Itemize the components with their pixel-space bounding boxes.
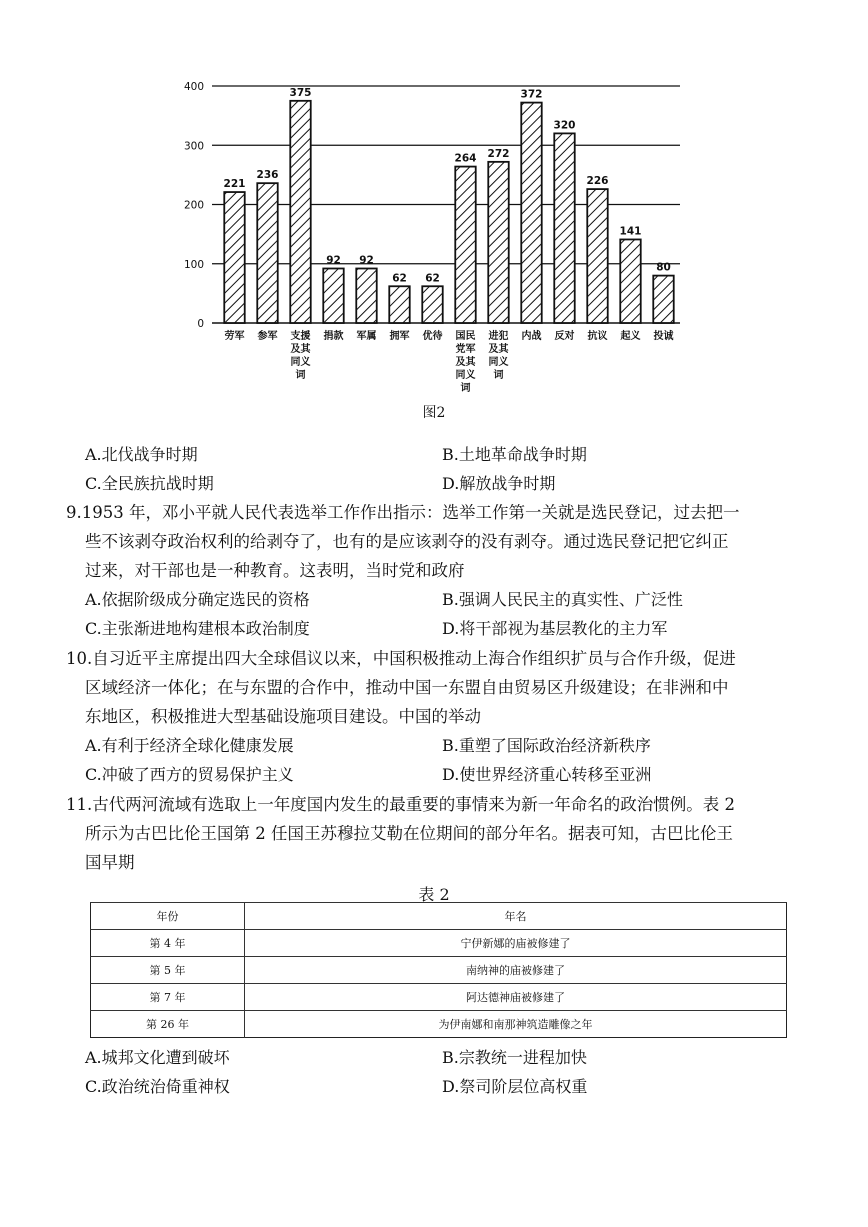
x-tick-label: 军属 <box>356 331 377 342</box>
q11-stem-line-2: 所示为古巴比伦王国第 2 任国王苏穆拉艾勒在位期间的部分年名。据表可知，古巴比伦王 <box>85 824 733 843</box>
table2 <box>90 902 787 1038</box>
x-tick-label: 支援及其同义词 <box>290 331 311 381</box>
q9-option-c[interactable]: C.主张渐进地构建根本政治制度 <box>85 619 310 638</box>
table-cell-year: 第 4 年 <box>91 930 245 957</box>
x-tick-label: 国民党军及其同义词 <box>455 331 476 394</box>
q9-stem-line-1: 9.1953 年，邓小平就人民代表选举工作作出指示：选举工作第一关就是选民登记，过去把一 <box>66 503 740 522</box>
q10-option-a[interactable]: A.有利于经济全球化健康发展 <box>85 736 294 755</box>
q9-option-b[interactable]: B.强调人民民主的真实性、广泛性 <box>442 590 683 609</box>
q11-stem-line-3: 国早期 <box>85 853 135 872</box>
q8-option-a[interactable]: A.北伐战争时期 <box>85 445 198 464</box>
y-tick-label: 300 <box>183 140 204 153</box>
table-header-year: 年份 <box>91 903 245 930</box>
table2-title: 表 2 <box>418 885 450 904</box>
bar <box>257 183 277 323</box>
bar <box>554 133 574 323</box>
x-tick-label: 参军 <box>257 331 278 342</box>
x-tick-label: 劳军 <box>224 331 245 342</box>
x-tick-label: 进犯及其同义词 <box>488 331 509 381</box>
q9-option-a[interactable]: A.依据阶级成分确定选民的资格 <box>85 590 310 609</box>
bar-value-label: 375 <box>289 86 312 99</box>
y-tick-label: 100 <box>183 258 204 271</box>
bar <box>422 286 442 323</box>
bar-value-label: 236 <box>256 169 279 182</box>
table-cell-year-name: 南纳神的庙被修建了 <box>245 957 787 984</box>
table-cell-year-name: 宁伊新娜的庙被修建了 <box>245 930 787 957</box>
x-tick-label: 优待 <box>422 331 443 342</box>
x-tick-label: 投诚 <box>653 331 674 342</box>
figure2-caption: 图2 <box>422 405 446 421</box>
table-cell-year-name: 阿达德神庙被修建了 <box>245 984 787 1011</box>
table-cell-year: 第 26 年 <box>91 1011 245 1038</box>
y-tick-label: 400 <box>183 81 204 93</box>
q9-stem-line-3: 过来，对干部也是一种教育。这表明，当时党和政府 <box>85 561 465 580</box>
bar-value-label: 141 <box>619 225 642 238</box>
q11-option-b[interactable]: B.宗教统一进程加快 <box>442 1048 587 1067</box>
bar <box>587 189 607 323</box>
table-header-year-name: 年名 <box>245 903 787 930</box>
bar <box>488 162 508 323</box>
table-row <box>91 984 787 1011</box>
bar-value-label: 221 <box>223 178 246 191</box>
bar-value-label: 264 <box>454 152 477 165</box>
q8-option-b[interactable]: B.土地革命战争时期 <box>442 445 587 464</box>
table-row <box>91 957 787 984</box>
q10-option-d[interactable]: D.使世界经济重心转移至亚洲 <box>442 765 652 784</box>
q11-option-c[interactable]: C.政治统治倚重神权 <box>85 1077 230 1096</box>
x-tick-label: 内战 <box>521 331 542 342</box>
x-tick-label: 起义 <box>620 331 641 342</box>
q10-option-c[interactable]: C.冲破了西方的贸易保护主义 <box>85 765 294 784</box>
q10-stem-line-3: 东地区，积极推进大型基础设施项目建设。中国的举动 <box>85 707 481 726</box>
q10-stem-line-2: 区域经济一体化；在与东盟的合作中，推动中国一东盟自由贸易区升级建设；在非洲和中 <box>85 678 729 697</box>
bar-value-label: 80 <box>656 261 671 274</box>
x-tick-label: 抗议 <box>587 331 608 342</box>
bar-value-label: 372 <box>520 88 543 101</box>
figure2-bar-chart <box>170 70 690 400</box>
bar <box>455 167 475 323</box>
table-header-row <box>91 903 787 930</box>
bar <box>620 239 640 323</box>
bar <box>356 268 376 323</box>
q9-stem-line-2: 些不该剥夺政治权利的给剥夺了，也有的是应该剥夺的没有剥夺。通过选民登记把它纠正 <box>85 532 729 551</box>
q8-option-c[interactable]: C.全民族抗战时期 <box>85 474 214 493</box>
bar <box>521 103 541 323</box>
bar <box>224 192 244 323</box>
x-tick-label: 拥军 <box>389 331 410 342</box>
bar-value-label: 62 <box>392 272 407 285</box>
bar-value-label: 62 <box>425 272 440 285</box>
table-cell-year-name: 为伊南娜和南那神筑造雕像之年 <box>245 1011 787 1038</box>
table-cell-year: 第 7 年 <box>91 984 245 1011</box>
y-tick-label: 0 <box>197 318 204 330</box>
q9-option-d[interactable]: D.将干部视为基层教化的主力军 <box>442 619 668 638</box>
table-row <box>91 930 787 957</box>
table-cell-year: 第 5 年 <box>91 957 245 984</box>
bar-value-label: 92 <box>359 254 374 267</box>
x-tick-label: 反对 <box>554 331 575 342</box>
q10-stem-line-1: 10.自习近平主席提出四大全球倡议以来，中国积极推动上海合作组织扩员与合作升级，促进 <box>66 649 736 668</box>
q11-option-a[interactable]: A.城邦文化遭到破坏 <box>85 1048 230 1067</box>
bar-value-label: 226 <box>586 175 609 188</box>
q11-option-d[interactable]: D.祭司阶层位高权重 <box>442 1077 588 1096</box>
y-tick-label: 200 <box>183 199 204 212</box>
q8-option-d[interactable]: D.解放战争时期 <box>442 474 556 493</box>
q10-option-b[interactable]: B.重塑了国际政治经济新秩序 <box>442 736 651 755</box>
bar-value-label: 272 <box>487 147 510 160</box>
q11-stem-line-1: 11.古代两河流域有选取上一年度国内发生的最重要的事情来为新一年命名的政治惯例。表 2 <box>66 795 735 814</box>
bar <box>389 286 409 323</box>
bar <box>290 101 310 323</box>
bar-value-label: 92 <box>326 254 341 267</box>
bar <box>323 268 343 323</box>
table-row <box>91 1011 787 1038</box>
bar <box>653 276 673 323</box>
bar-value-label: 320 <box>553 119 576 132</box>
x-tick-label: 捐款 <box>323 331 344 342</box>
